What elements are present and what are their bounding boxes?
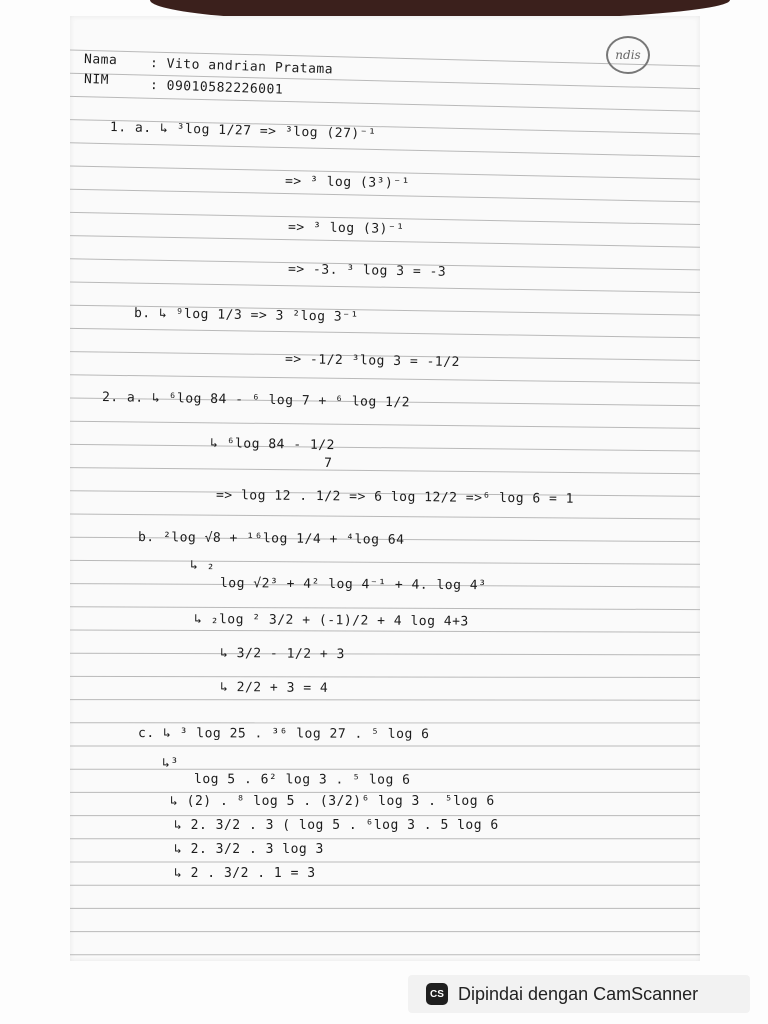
handwritten-line: b. ↳ ⁹log 1/3 => 3 ²log 3⁻¹ [133,306,359,325]
nama-label: Nama [83,52,118,69]
nama-value: : Vito andrian Pratama [149,56,334,78]
handwritten-line: 1. a. ↳ ³log 1/27 => ³log (27)⁻¹ [109,120,377,142]
camscanner-label: Dipindai dengan CamScanner [458,983,699,1004]
handwritten-line: ↳ 3/2 - 1/2 + 3 [219,646,345,663]
nim-value: : 09010582226001 [149,78,284,98]
ruled-line [70,468,700,474]
handwritten-line: ↳ 2. 3/2 . 3 ( log 5 . ⁶log 3 . 5 log 6 [174,818,499,833]
ruled-line [70,607,700,610]
handwritten-line: ↳ 2/2 + 3 = 4 [219,680,329,696]
ruled-line [70,630,700,632]
ruled-line [70,189,700,202]
handwritten-line: ↳ ₂ [189,558,216,574]
ruled-line [70,328,700,337]
handwritten-line: log √2³ + 4² log 4⁻¹ + 4. log 4³ [219,576,487,594]
handwritten-line: ↳ (2) . ⁸ log 5 . (3/2)⁶ log 3 . ⁵log 6 [170,794,495,809]
ruled-line [70,96,700,111]
nim-label: NIM [83,72,110,88]
ruled-line [70,236,700,248]
ruled-line [70,444,700,451]
handwritten-line: b. ²log √8 + ¹⁶log 1/4 + ⁴log 64 [137,530,405,548]
ruled-line [70,421,700,428]
handwritten-line: ↳ ₂log ² 3/2 + (-1)/2 + 4 log 4+3 [193,612,469,630]
handwritten-line: => log 12 . 1/2 => 6 log 12/2 =>⁶ log 6 = 1 [215,488,575,507]
handwritten-line: => ³ log (3)⁻¹ [287,220,405,238]
ruled-line [70,700,700,701]
camscanner-watermark [408,975,750,1013]
camscanner-icon: CS [426,983,448,1005]
logo-text: ndis [615,48,641,62]
handwritten-line: ↳ 2 . 3/2 . 1 = 3 [174,866,316,881]
ruled-line [70,676,700,677]
ruled-line [70,653,700,655]
notebook-brand-logo [606,36,650,74]
handwritten-line: log 5 . 6² log 3 . ⁵ log 6 [193,772,411,788]
ruled-line [70,282,700,293]
handwritten-line: 7 [323,456,333,472]
ruled-line [70,514,700,519]
handwritten-line: ↳³ [161,756,179,772]
ruled-line [70,143,700,157]
ruled-line [70,375,700,383]
handwritten-line: 2. a. ↳ ⁶log 84 - ⁶ log 7 + ⁶ log 1/2 [101,390,411,411]
handwritten-line: ↳ 2. 3/2 . 3 log 3 [174,842,324,857]
handwritten-line: => -3. ³ log 3 = -3 [287,262,447,280]
handwritten-line: => -1/2 ³log 3 = -1/2 [284,352,460,371]
handwritten-line: c. ↳ ³ log 25 . ³⁶ log 27 . ⁵ log 6 [137,726,430,743]
handwritten-line: ↳ ⁶log 84 - 1/2 [209,436,336,454]
ruled-line [70,560,700,564]
handwritten-line: => ³ log (3³)⁻¹ [284,174,411,192]
notebook-page [70,16,700,961]
